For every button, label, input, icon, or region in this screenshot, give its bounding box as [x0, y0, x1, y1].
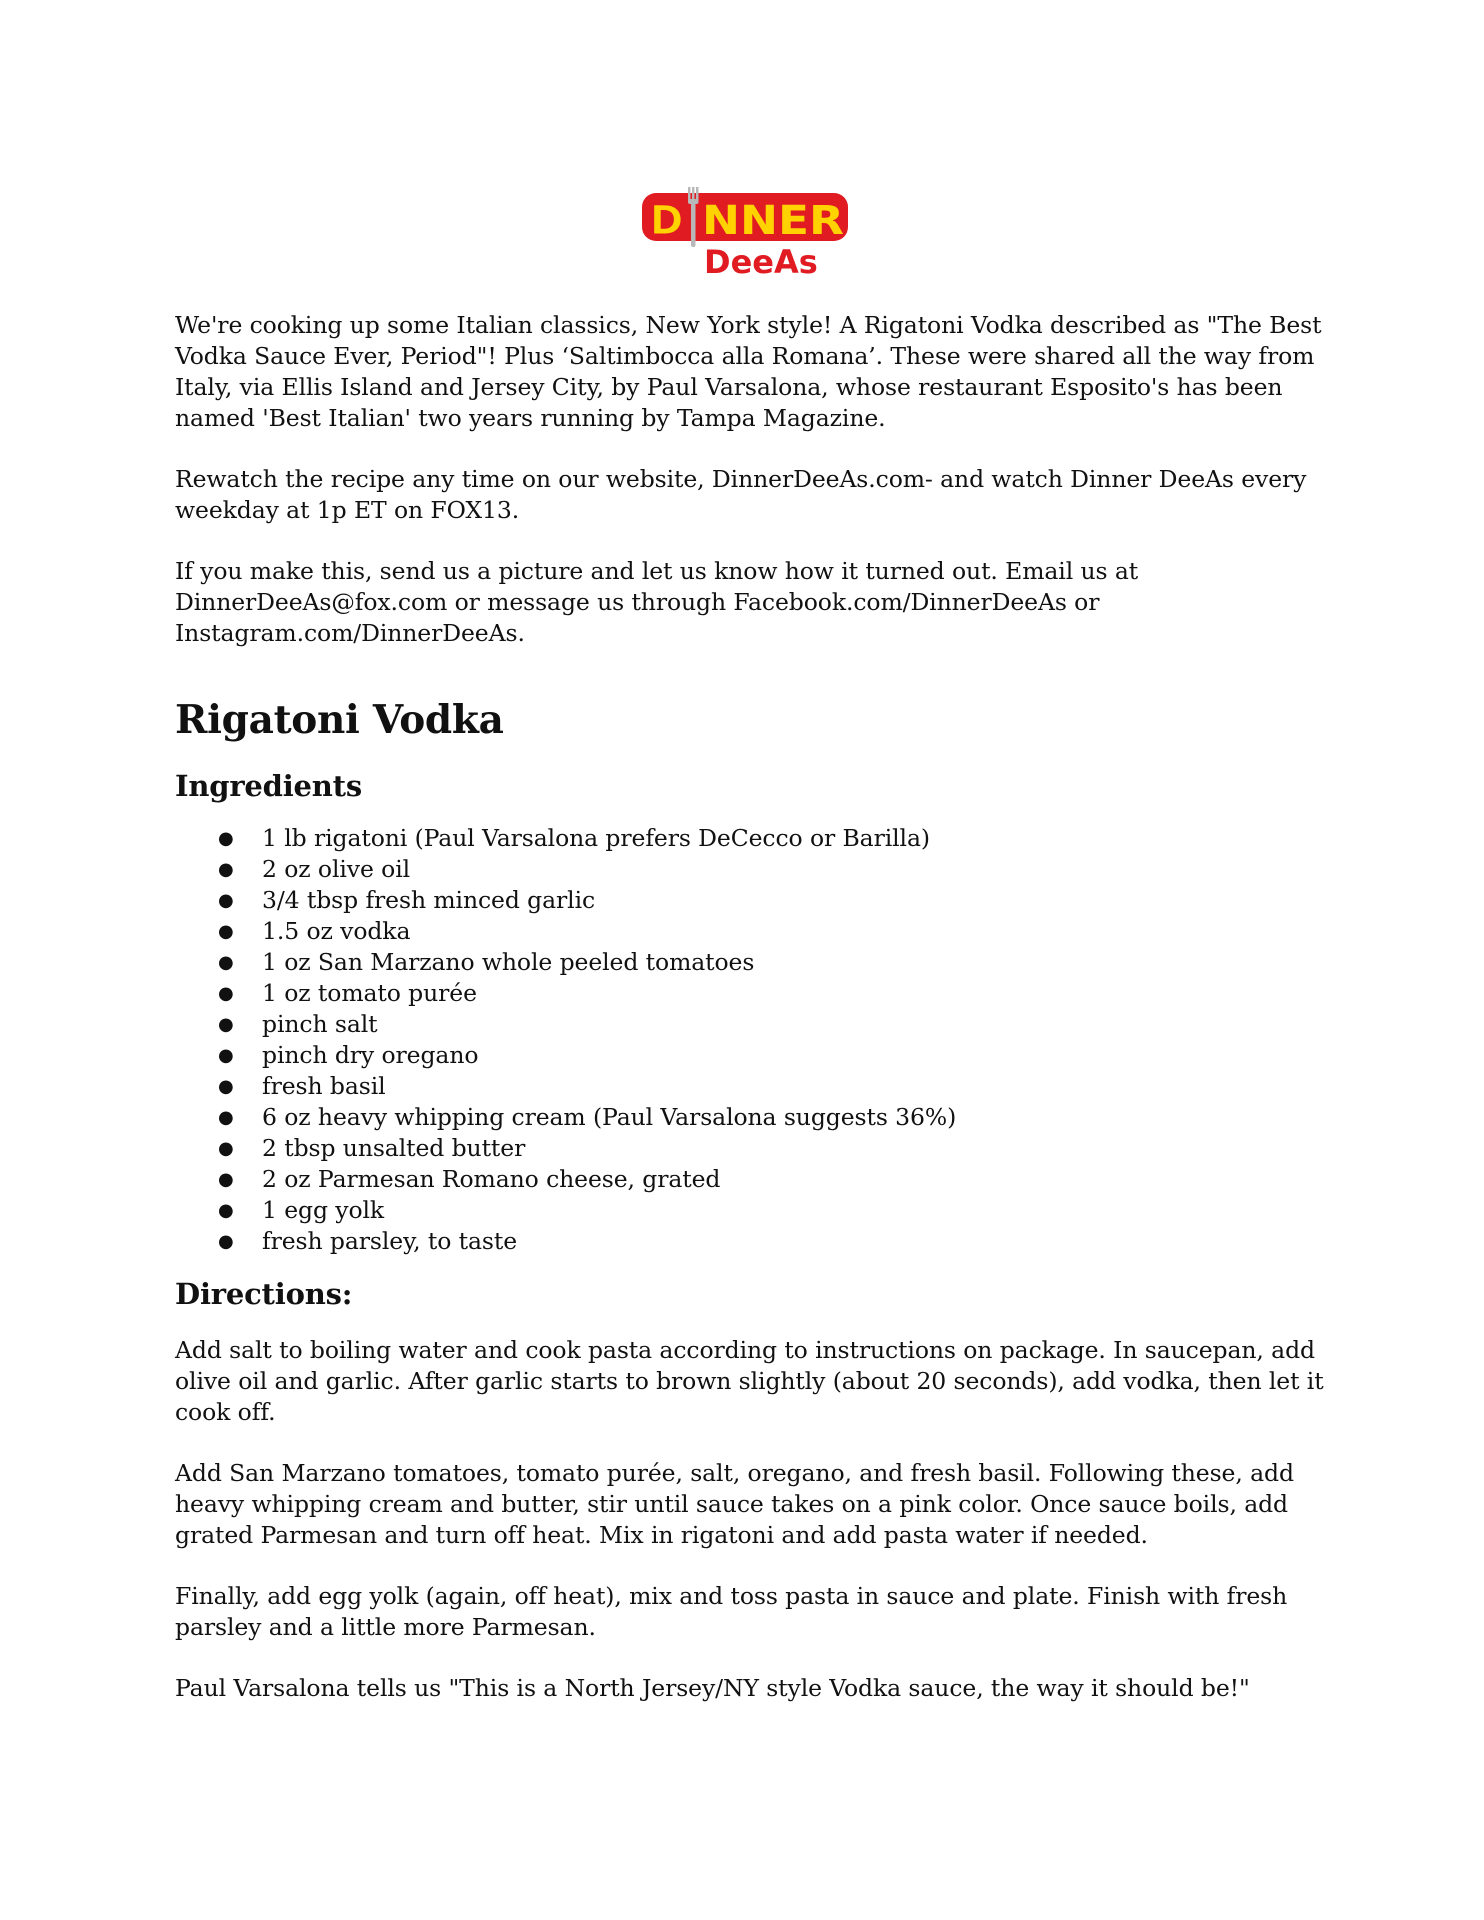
list-item: ● 1.5 oz vodka: [218, 917, 411, 945]
bullet-icon: ●: [218, 1231, 234, 1252]
list-item: ● 2 tbsp unsalted butter: [218, 1134, 526, 1162]
list-item: ● 6 oz heavy whipping cream (Paul Varsalona suggests 36%): [218, 1103, 957, 1131]
list-item: ● 2 oz olive oil: [218, 855, 411, 883]
bullet-icon: ●: [218, 859, 234, 880]
bullet-icon: ●: [218, 1138, 234, 1159]
bullet-icon: ●: [218, 1076, 234, 1097]
bullet-icon: ●: [218, 1107, 234, 1128]
intro-paragraph-1: We're cooking up some Italian classics, New York style! A Rigatoni Vodka described as "The Best Vodka Sauce Ever, Period"! Plus ‘Saltimbocca alla Romana’. These were shared all the way from Italy, via Ellis Island and Jersey City, by Paul Varsalona, whose restaurant Esposito's has been named 'Best Italian' two years running by Tampa Magazine.: [175, 311, 1322, 432]
list-item: ● pinch dry oregano: [218, 1041, 479, 1069]
bullet-icon: ●: [218, 890, 234, 911]
bullet-icon: ●: [218, 921, 234, 942]
logo-letters-nner: NNER: [702, 198, 844, 244]
list-item: ● 3/4 tbsp fresh minced garlic: [218, 886, 596, 914]
bullet-icon: ●: [218, 1169, 234, 1190]
list-item: ● fresh parsley, to taste: [218, 1227, 517, 1255]
ingredients-list: [175, 823, 1325, 1257]
bullet-icon: ●: [218, 828, 234, 849]
directions-paragraph-3: Finally, add egg yolk (again, off heat), mix and toss pasta in sauce and plate. Finish with fresh parsley and a little more Parmesan.: [175, 1582, 1288, 1641]
logo-line2: DeeAs: [704, 243, 818, 280]
bullet-icon: ●: [218, 1045, 234, 1066]
directions-paragraph-2: Add San Marzano tomatoes, tomato purée, salt, oregano, and fresh basil. Following these, add heavy whipping cream and butter, stir until sauce takes on a pink color. Once sauce boils, add grated Parmesan and turn off heat. Mix in rigatoni and add pasta water if needed.: [175, 1459, 1294, 1549]
document-page: [175, 185, 1325, 1734]
list-item: ● 1 egg yolk: [218, 1196, 385, 1224]
bullet-icon: ●: [218, 1200, 234, 1221]
list-item: ● 1 lb rigatoni (Paul Varsalona prefers DeCecco or Barilla): [218, 824, 930, 852]
list-item: ● 1 oz tomato purée: [218, 979, 477, 1007]
intro-paragraph-2: Rewatch the recipe any time on our website, DinnerDeeAs.com- and watch Dinner DeeAs every weekday at 1p ET on FOX13.: [175, 465, 1307, 524]
bullet-icon: ●: [218, 952, 234, 973]
dinner-deeas-logo: [640, 185, 850, 280]
bullet-icon: ●: [218, 1014, 234, 1035]
directions-paragraph-1: Add salt to boiling water and cook pasta according to instructions on package. In saucepan, add olive oil and garlic. After garlic starts to brown slightly (about 20 seconds), add vodka, then let it cook off.: [175, 1336, 1324, 1426]
recipe-title: Rigatoni Vodka: [175, 697, 504, 743]
directions-paragraph-4: Paul Varsalona tells us "This is a North Jersey/NY style Vodka sauce, the way it should be!": [175, 1674, 1250, 1702]
intro-paragraph-3: If you make this, send us a picture and let us know how it turned out. Email us at DinnerDeeAs@fox.com or message us through Facebook.com/DinnerDeeAs or Instagram.com/DinnerDeeAs.: [175, 557, 1139, 647]
bullet-icon: ●: [218, 983, 234, 1004]
list-item: ● 1 oz San Marzano whole peeled tomatoes: [218, 948, 755, 976]
ingredients-heading: Ingredients: [175, 769, 363, 803]
logo-letter-d: D: [650, 198, 684, 244]
directions-heading: Directions:: [175, 1277, 353, 1311]
list-item: ● 2 oz Parmesan Romano cheese, grated: [218, 1165, 721, 1193]
list-item: ● fresh basil: [218, 1072, 386, 1100]
list-item: ● pinch salt: [218, 1010, 378, 1038]
